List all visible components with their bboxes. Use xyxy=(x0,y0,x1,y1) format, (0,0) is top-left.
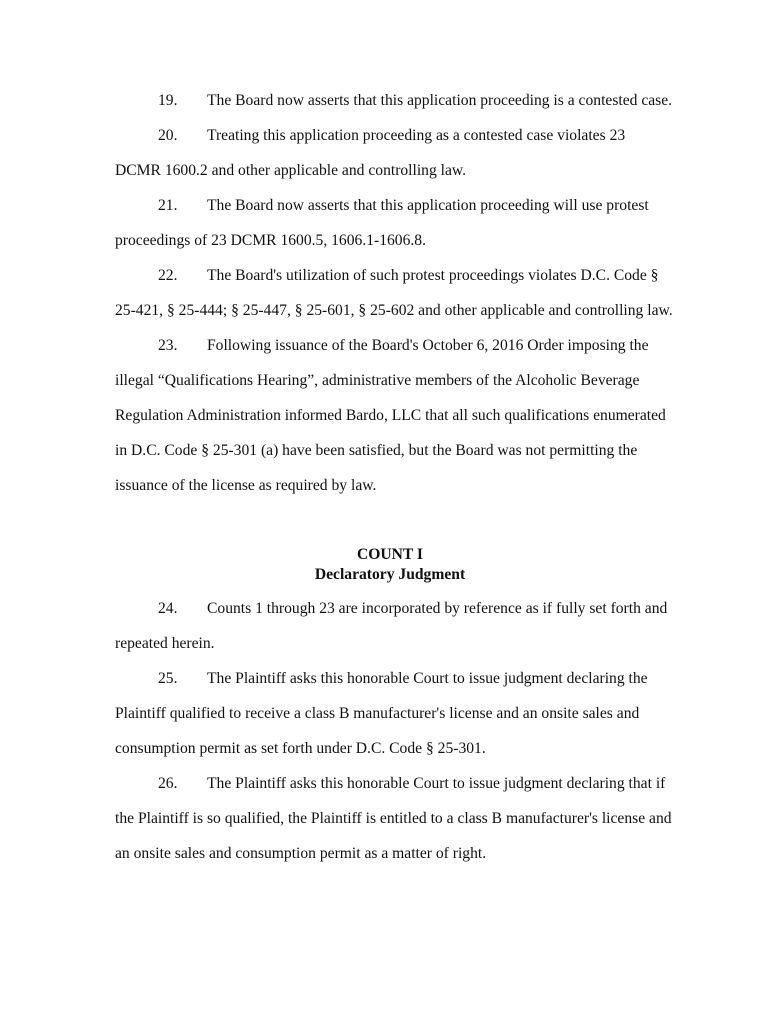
paragraph-line: illegal “Qualifications Hearing”, administrative members of the Alcoholic Beverage xyxy=(115,372,640,389)
paragraph-line: The Board now asserts that this application proceeding will use protest xyxy=(207,197,649,214)
paragraph-line: an onsite sales and consumption permit as a matter of right. xyxy=(115,845,487,862)
paragraph-line: Treating this application proceeding as a contested case violates 23 xyxy=(207,127,626,144)
paragraph-line: proceedings of 23 DCMR 1600.5, 1606.1-1606.8. xyxy=(115,232,426,249)
paragraph-line: DCMR 1600.2 and other applicable and controlling law. xyxy=(115,162,467,179)
paragraph-line: Regulation Administration informed Bardo, LLC that all such qualifications enumerated xyxy=(115,407,666,424)
paragraph-line: repeated herein. xyxy=(115,635,215,652)
paragraph-line: consumption permit as set forth under D.C. Code § 25-301. xyxy=(115,740,486,757)
paragraph-number: 23. xyxy=(158,337,178,354)
paragraph-line: Following issuance of the Board's October 6, 2016 Order imposing the xyxy=(207,337,649,354)
count-title: COUNT I xyxy=(357,546,423,563)
paragraph-number: 24. xyxy=(158,600,178,617)
paragraph-line: the Plaintiff is so qualified, the Plaintiff is entitled to a class B manufacturer's license and xyxy=(115,810,672,827)
paragraph-line: in D.C. Code § 25-301 (a) have been satisfied, but the Board was not permitting the xyxy=(115,442,638,459)
paragraph-number: 19. xyxy=(158,92,178,109)
count-subtitle: Declaratory Judgment xyxy=(314,566,466,583)
paragraph-line: Plaintiff qualified to receive a class B manufacturer's license and an onsite sales and xyxy=(115,705,640,722)
paragraph-number: 22. xyxy=(158,267,178,284)
paragraph-number: 25. xyxy=(158,670,178,687)
paragraph-line: The Plaintiff asks this honorable Court to issue judgment declaring that if xyxy=(207,775,666,792)
paragraph-line: issuance of the license as required by law. xyxy=(115,477,377,494)
paragraph-line: The Board now asserts that this application proceeding is a contested case. xyxy=(207,92,673,109)
paragraph-number: 26. xyxy=(158,775,178,792)
paragraph-line: The Plaintiff asks this honorable Court to issue judgment declaring the xyxy=(207,670,648,687)
paragraph-line: Counts 1 through 23 are incorporated by reference as if fully set forth and xyxy=(207,600,668,617)
paragraph-number: 20. xyxy=(158,127,178,144)
paragraph-line: 25-421, § 25-444; § 25-447, § 25-601, § 25-602 and other applicable and controlling law. xyxy=(115,302,673,319)
paragraph-number: 21. xyxy=(158,197,178,214)
paragraph-line: The Board's utilization of such protest proceedings violates D.C. Code § xyxy=(207,267,659,284)
